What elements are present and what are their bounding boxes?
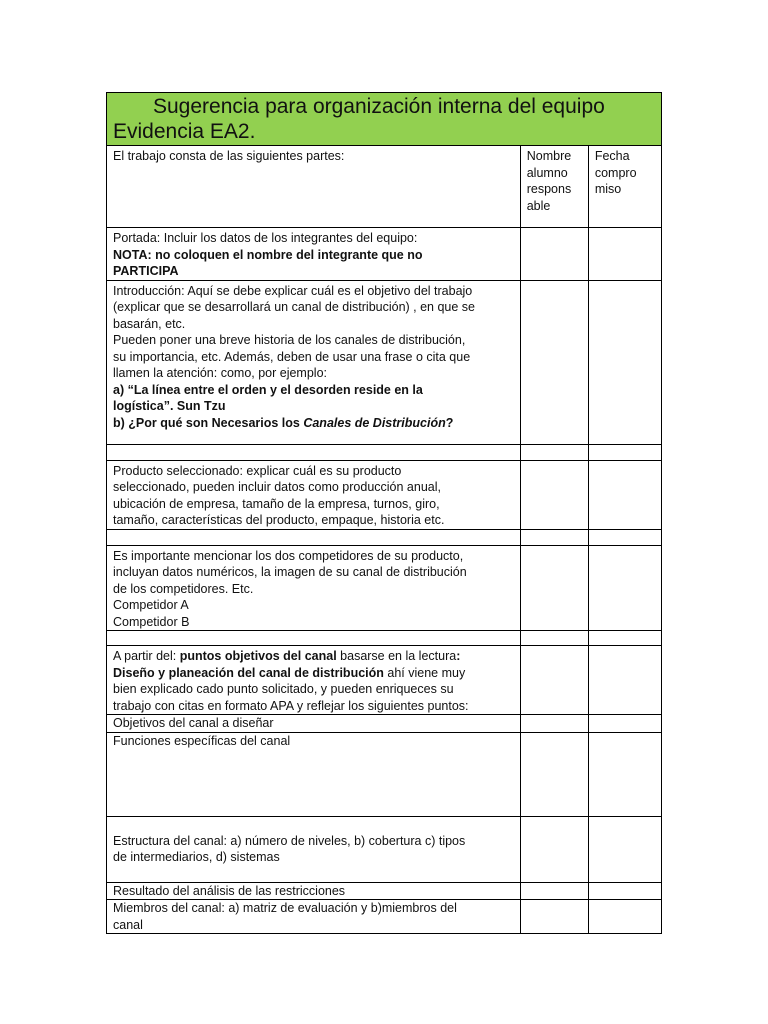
estructura-line: de intermediarios, d) sistemas: [113, 850, 280, 864]
funciones-text: Funciones específicas del canal: [113, 733, 291, 748]
date-cell[interactable]: [588, 900, 661, 934]
funciones-cell: [107, 732, 521, 816]
intro-line: llamen la atención: como, por ejemplo:: [113, 366, 328, 380]
producto-line: ubicación de empresa, tamaño de la empresa, turnos, giro,: [113, 496, 440, 511]
intro-line: (explicar que se desarrollará un canal de distribución) , en que se: [113, 300, 476, 314]
portada-cell: [107, 228, 521, 281]
portada-text: Portada: Incluir los datos de los integrantes del equipo:: [113, 231, 418, 245]
responsible-cell[interactable]: [520, 460, 588, 529]
producto-line: Producto seleccionado: explicar cuál es su producto: [113, 463, 402, 478]
table-row-introduccion: [107, 280, 662, 444]
responsible-cell[interactable]: [520, 631, 588, 646]
date-cell[interactable]: [588, 444, 661, 460]
resultado-cell: [107, 882, 521, 900]
estructura-line: Estructura del canal: a) número de niveles, b) cobertura c) tipos: [113, 833, 466, 848]
responsible-cell[interactable]: [520, 816, 588, 882]
responsible-cell[interactable]: [520, 715, 588, 733]
resultado-text: Resultado del análisis de las restricciones: [113, 883, 346, 898]
table-row-miembros: [107, 900, 662, 934]
miembros-cell: [107, 900, 521, 934]
a-partir-text: basarse en la lectura: [336, 649, 457, 663]
table-row-competidores: [107, 545, 662, 631]
a-partir-cell: [107, 646, 521, 715]
date-cell[interactable]: [588, 545, 661, 631]
estructura-cell: [107, 816, 521, 882]
a-partir-text: ahí viene muy: [383, 665, 466, 680]
responsible-cell[interactable]: [520, 646, 588, 715]
responsible-cell[interactable]: [520, 732, 588, 816]
date-cell[interactable]: [588, 732, 661, 816]
a-partir-line-2: [113, 665, 516, 682]
table-row-a-partir: [107, 646, 662, 715]
date-cell[interactable]: [588, 816, 661, 882]
intro-question-prefix: b) ¿Por qué son Necesarios los: [113, 415, 304, 430]
a-partir-text: A partir del:: [113, 649, 180, 663]
date-cell[interactable]: [588, 529, 661, 545]
blank-cell: [107, 444, 521, 460]
intro-line: Introducción: Aquí se debe explicar cuál es el objetivo del trabajo: [113, 283, 473, 298]
miembros-line: Miembros del canal: a) matriz de evaluación y b)miembros del: [113, 901, 457, 915]
competidores-line: Es importante mencionar los dos competidores de su producto,: [113, 548, 464, 563]
intro-line: Pueden poner una breve historia de los canales de distribución,: [113, 333, 466, 347]
objetivos-cell: [107, 715, 521, 733]
producto-cell: [107, 460, 521, 529]
title-line-2: Evidencia EA2.: [113, 120, 256, 143]
header-responsible-cell: [520, 146, 588, 228]
competidores-line: Competidor A: [113, 598, 189, 612]
a-partir-line-1: [113, 648, 516, 665]
table-row-producto: [107, 460, 662, 529]
header-responsible-line: alumno: [526, 165, 568, 180]
date-cell[interactable]: [588, 460, 661, 529]
table-row-blank: [107, 529, 662, 545]
table-header-row: [107, 146, 662, 228]
date-cell[interactable]: [588, 280, 661, 444]
intro-question-italic: Canales de Distribución: [303, 415, 446, 430]
responsible-cell[interactable]: [520, 529, 588, 545]
blank-cell: [107, 631, 521, 646]
intro-quote: logística”. Sun Tzu: [113, 399, 226, 413]
a-partir-bold: :: [456, 649, 461, 663]
table-title-banner: [106, 92, 662, 146]
intro-question-suffix: ?: [445, 415, 454, 430]
title-line-1: Sugerencia para organización interna del equipo: [153, 95, 605, 118]
responsible-cell[interactable]: [520, 280, 588, 444]
header-responsible-line: respons: [526, 182, 572, 196]
responsible-cell[interactable]: [520, 882, 588, 900]
header-responsible-line: Nombre: [526, 149, 572, 163]
table-row-estructura: [107, 816, 662, 882]
table-row-blank: [107, 444, 662, 460]
date-cell[interactable]: [588, 631, 661, 646]
a-partir-line-3: bien explicado cado punto solicitado, y pueden enriqueces su: [113, 682, 454, 696]
intro-cell: [107, 280, 521, 444]
intro-line: basarán, etc.: [113, 316, 186, 331]
table-row-funciones: [107, 732, 662, 816]
table-row-blank: [107, 631, 662, 646]
responsible-cell[interactable]: [520, 228, 588, 281]
responsible-cell[interactable]: [520, 444, 588, 460]
a-partir-bold: puntos objetivos del canal: [179, 649, 337, 663]
header-date-line: miso: [594, 182, 622, 196]
date-cell[interactable]: [588, 882, 661, 900]
a-partir-bold: Diseño y planeación del canal de distribución: [113, 665, 384, 680]
responsible-cell[interactable]: [520, 545, 588, 631]
competidores-line: incluyan datos numéricos, la imagen de su canal de distribución: [113, 565, 467, 579]
responsible-cell[interactable]: [520, 900, 588, 934]
header-date-line: compro: [594, 165, 637, 180]
intro-question: [113, 415, 516, 432]
table-row-objetivos: [107, 715, 662, 733]
intro-line: su importancia, etc. Además, deben de usar una frase o cita que: [113, 349, 471, 364]
a-partir-line-4: trabajo con citas en formato APA y reflejar los siguientes puntos:: [113, 698, 469, 713]
blank-cell: [107, 529, 521, 545]
miembros-line: canal: [113, 917, 143, 932]
organization-table: [106, 145, 662, 934]
date-cell[interactable]: [588, 715, 661, 733]
competidores-line: Competidor B: [113, 614, 190, 629]
header-parts-cell: [107, 146, 521, 228]
objetivos-text: Objetivos del canal a diseñar: [113, 716, 274, 730]
table-row-portada: [107, 228, 662, 281]
table-row-resultado: [107, 882, 662, 900]
header-date-line: Fecha: [594, 149, 630, 163]
portada-note: PARTICIPA: [113, 264, 179, 278]
date-cell[interactable]: [588, 228, 661, 281]
intro-quote: a) “La línea entre el orden y el desorden reside en la: [113, 382, 423, 397]
producto-line: seleccionado, pueden incluir datos como producción anual,: [113, 480, 441, 494]
producto-line: tamaño, características del producto, empaque, historia etc.: [113, 513, 445, 527]
competidores-line: de los competidores. Etc.: [113, 581, 254, 596]
competidores-cell: [107, 545, 521, 631]
header-responsible-line: able: [526, 198, 551, 213]
header-parts-text: El trabajo consta de las siguientes partes:: [113, 149, 345, 163]
portada-note: NOTA: no coloquen el nombre del integrante que no: [113, 247, 423, 262]
header-date-cell: [588, 146, 661, 228]
date-cell[interactable]: [588, 646, 661, 715]
